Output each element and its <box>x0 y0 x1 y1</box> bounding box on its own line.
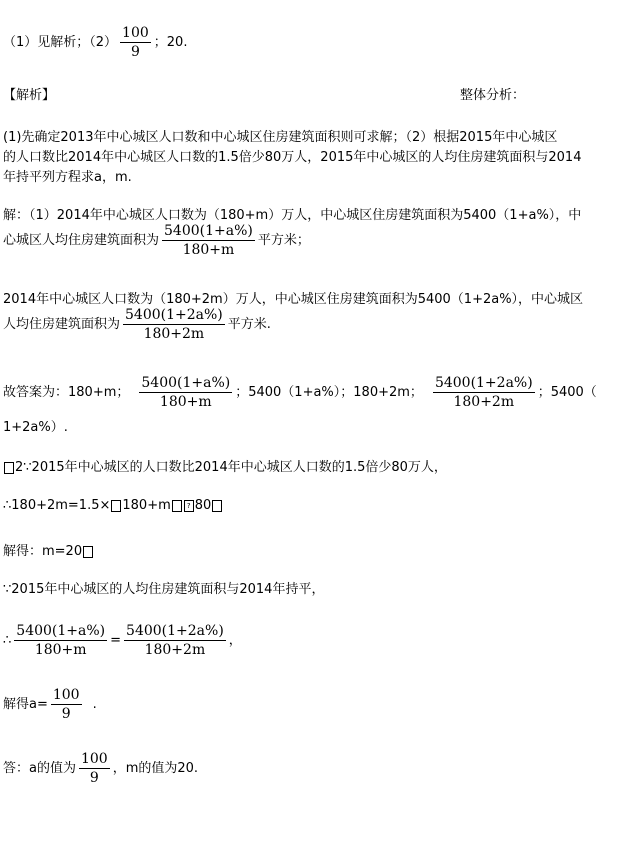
answer-suffix: ；20. <box>153 35 188 50</box>
solution2-suffix: 平方米. <box>227 317 271 332</box>
solution1-fraction <box>162 222 255 259</box>
solution1-prefix: 心城区人均住房建筑面积为 <box>3 233 160 248</box>
solve-suffix: . <box>92 697 97 712</box>
part2-line-3 <box>3 540 94 559</box>
placeholder-box-icon <box>111 500 121 512</box>
fraction-denominator: 180+2m <box>143 326 205 342</box>
analysis-line-3: 年持平列方程求a，m. <box>3 170 132 185</box>
part2-line-4: ∵2015年中心城区的人均住房建筑面积与2014年持平， <box>3 582 325 597</box>
equation-part-a: ∴180+2m=1.5× <box>3 498 111 513</box>
summary-fraction-2 <box>433 374 535 411</box>
fraction-numerator: 5400(1+a%) <box>16 623 106 639</box>
final-fraction <box>79 750 110 787</box>
fraction-numerator: 5400(1+2a%) <box>434 375 533 391</box>
analysis-line-2: 的人口数比2014年中心城区人口数的1.5倍少80万人，2015年中心城区的人均住房建筑面积与2014 <box>3 150 582 165</box>
equation-fraction-2 <box>124 622 226 659</box>
summary-prefix: 故答案为：180+m； <box>3 385 130 400</box>
jiexi-label: 【解析】 <box>3 88 56 103</box>
equation-fraction-1 <box>14 622 107 659</box>
solve-a-line <box>3 686 97 723</box>
final-suffix: ，m的值为20. <box>112 761 199 776</box>
solution1-line-2 <box>3 222 310 259</box>
placeholder-box-icon <box>172 500 182 512</box>
fraction-denominator: 180+m <box>159 394 212 410</box>
equation-part-b: 180+m <box>122 498 171 513</box>
fraction-numerator: 100 <box>122 25 149 41</box>
fraction-numerator: 5400(1+2a%) <box>126 623 224 639</box>
solution2-line-2 <box>3 306 271 343</box>
solve-fraction <box>51 686 82 723</box>
fraction-denominator: 180+m <box>34 642 87 658</box>
answer-line <box>3 24 187 61</box>
part2-line-2 <box>3 498 223 513</box>
solve-prefix: 解得a= <box>3 697 48 712</box>
summary-fraction-1 <box>139 374 232 411</box>
solution2-line-1: 2014年中心城区人口数为（180+2m）万人，中心城区住房建筑面积为5400（1+2a%），中心城区 <box>3 292 584 307</box>
fraction-denominator: 180+2m <box>453 394 515 410</box>
fraction-denominator: 9 <box>61 706 71 722</box>
summary-suffix: ；5400（ <box>537 385 597 400</box>
part2-line-1-text: 2∵2015年中心城区的人口数比2014年中心城区人口数的1.5倍少80万人， <box>15 460 447 475</box>
solution2-fraction <box>123 306 225 343</box>
answer-prefix: （1）见解析；（2） <box>3 35 118 50</box>
part2-line-3-text: 解得：m=20 <box>3 544 83 559</box>
analysis-line-1: (1)先确定2013年中心城区人口数和中心城区住房建筑面积则可求解；（2）根据2015年中心城区 <box>3 130 558 145</box>
therefore-symbol: ∴ <box>3 633 12 648</box>
equation-part-c: 80 <box>194 498 212 513</box>
fraction-numerator: 5400(1+a%) <box>164 223 253 239</box>
fraction-numerator: 5400(1+a%) <box>141 375 231 391</box>
placeholder-box-icon <box>4 462 14 474</box>
final-answer-line <box>3 750 198 787</box>
answer-fraction <box>120 24 151 61</box>
solution2-prefix: 人均住房建筑面积为 <box>3 317 121 332</box>
equation-line <box>3 622 242 659</box>
fraction-denominator: 180+m <box>182 242 235 258</box>
question-box-icon: ? <box>184 500 194 512</box>
solution1-suffix: 平方米； <box>257 233 310 248</box>
answer-summary-line-1 <box>3 374 597 411</box>
equation-suffix: ， <box>228 633 242 648</box>
placeholder-box-icon <box>212 500 222 512</box>
final-prefix: 答：a的值为 <box>3 761 76 776</box>
fraction-numerator: 100 <box>80 751 108 767</box>
fraction-numerator: 5400(1+2a%) <box>125 307 223 323</box>
summary-mid: ；5400（1+a%）；180+2m； <box>235 385 423 400</box>
solution1-line-1: 解：（1）2014年中心城区人口数为（180+m）万人，中心城区住房建筑面积为5400（1+a%），中 <box>3 208 582 223</box>
answer-summary-line-2: 1+2a%）. <box>3 420 68 435</box>
fraction-denominator: 9 <box>130 44 140 60</box>
equals-sign: = <box>110 633 122 648</box>
part2-line-1 <box>3 456 447 475</box>
fraction-denominator: 9 <box>89 770 99 786</box>
placeholder-box-icon <box>83 546 93 558</box>
overall-analysis-label: 整体分析： <box>460 88 526 103</box>
fraction-denominator: 180+2m <box>144 642 206 658</box>
fraction-numerator: 100 <box>52 687 80 703</box>
